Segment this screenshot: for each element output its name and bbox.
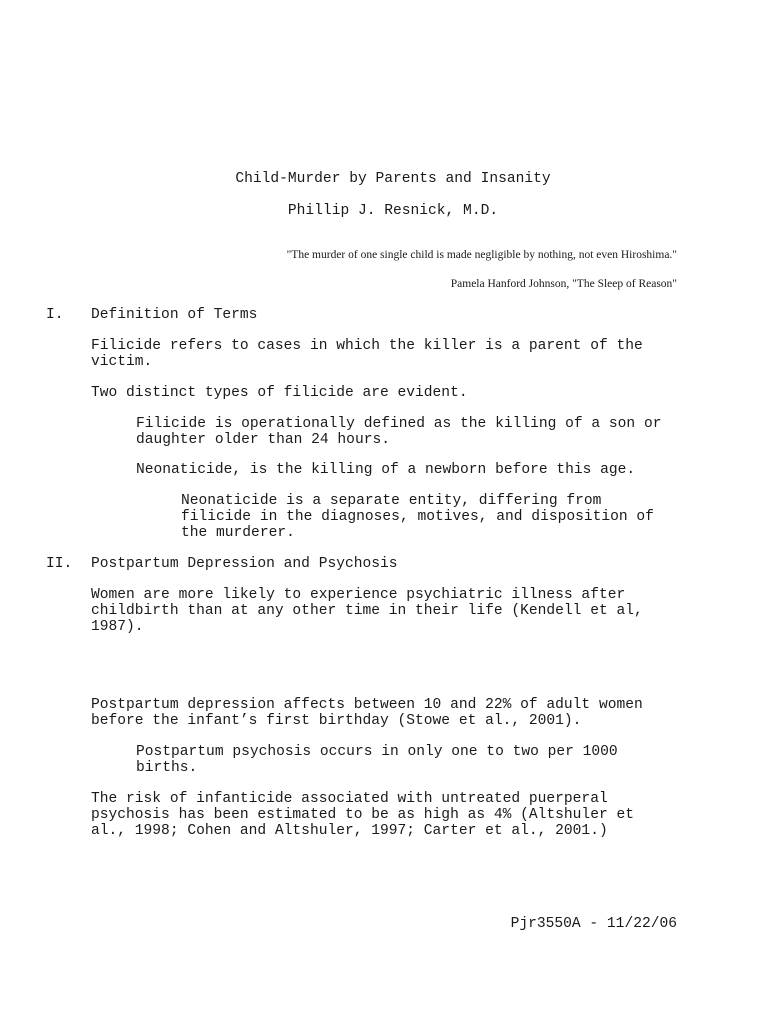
footer-doc-id: Pjr3550A - 11/22/06 [510,916,677,932]
epigraph-attribution: Pamela Hanford Johnson, "The Sleep of Reason" [450,278,677,290]
document-title: Child-Murder by Parents and Insanity [235,171,551,187]
paragraph: Neonaticide is a separate entity, differing from filicide in the diagnoses, motives, and disposition of the murderer. [181,493,654,541]
section-1-numeral: I. [46,307,64,323]
paragraph: Women are more likely to experience psychiatric illness after childbirth than at any other time in their life (Kendell et al, 1987). [91,587,643,635]
paragraph: The risk of infanticide associated with untreated puerperal psychosis has been estimated to be as high as 4% (Altshuler et al., 1998; Cohen and Altshuler, 1997; Carter et al., 2001.) [91,791,634,839]
section-2-numeral: II. [46,556,73,572]
section-2-heading: Postpartum Depression and Psychosis [91,556,398,572]
paragraph: Neonaticide, is the killing of a newborn before this age. [136,462,636,478]
paragraph: Filicide is operationally defined as the killing of a son or daughter older than 24 hours. [136,416,662,448]
section-1-heading: Definition of Terms [91,307,258,323]
epigraph-quote: "The murder of one single child is made negligible by nothing, not even Hiroshima." [286,249,677,261]
paragraph: Two distinct types of filicide are evident. [91,385,468,401]
paragraph: Postpartum depression affects between 10 and 22% of adult women before the infant’s first birthday (Stowe et al., 2001). [91,697,643,729]
paragraph: Filicide refers to cases in which the killer is a parent of the victim. [91,338,643,370]
document-author: Phillip J. Resnick, M.D. [287,203,499,219]
paragraph: Postpartum psychosis occurs in only one to two per 1000 births. [136,744,618,776]
